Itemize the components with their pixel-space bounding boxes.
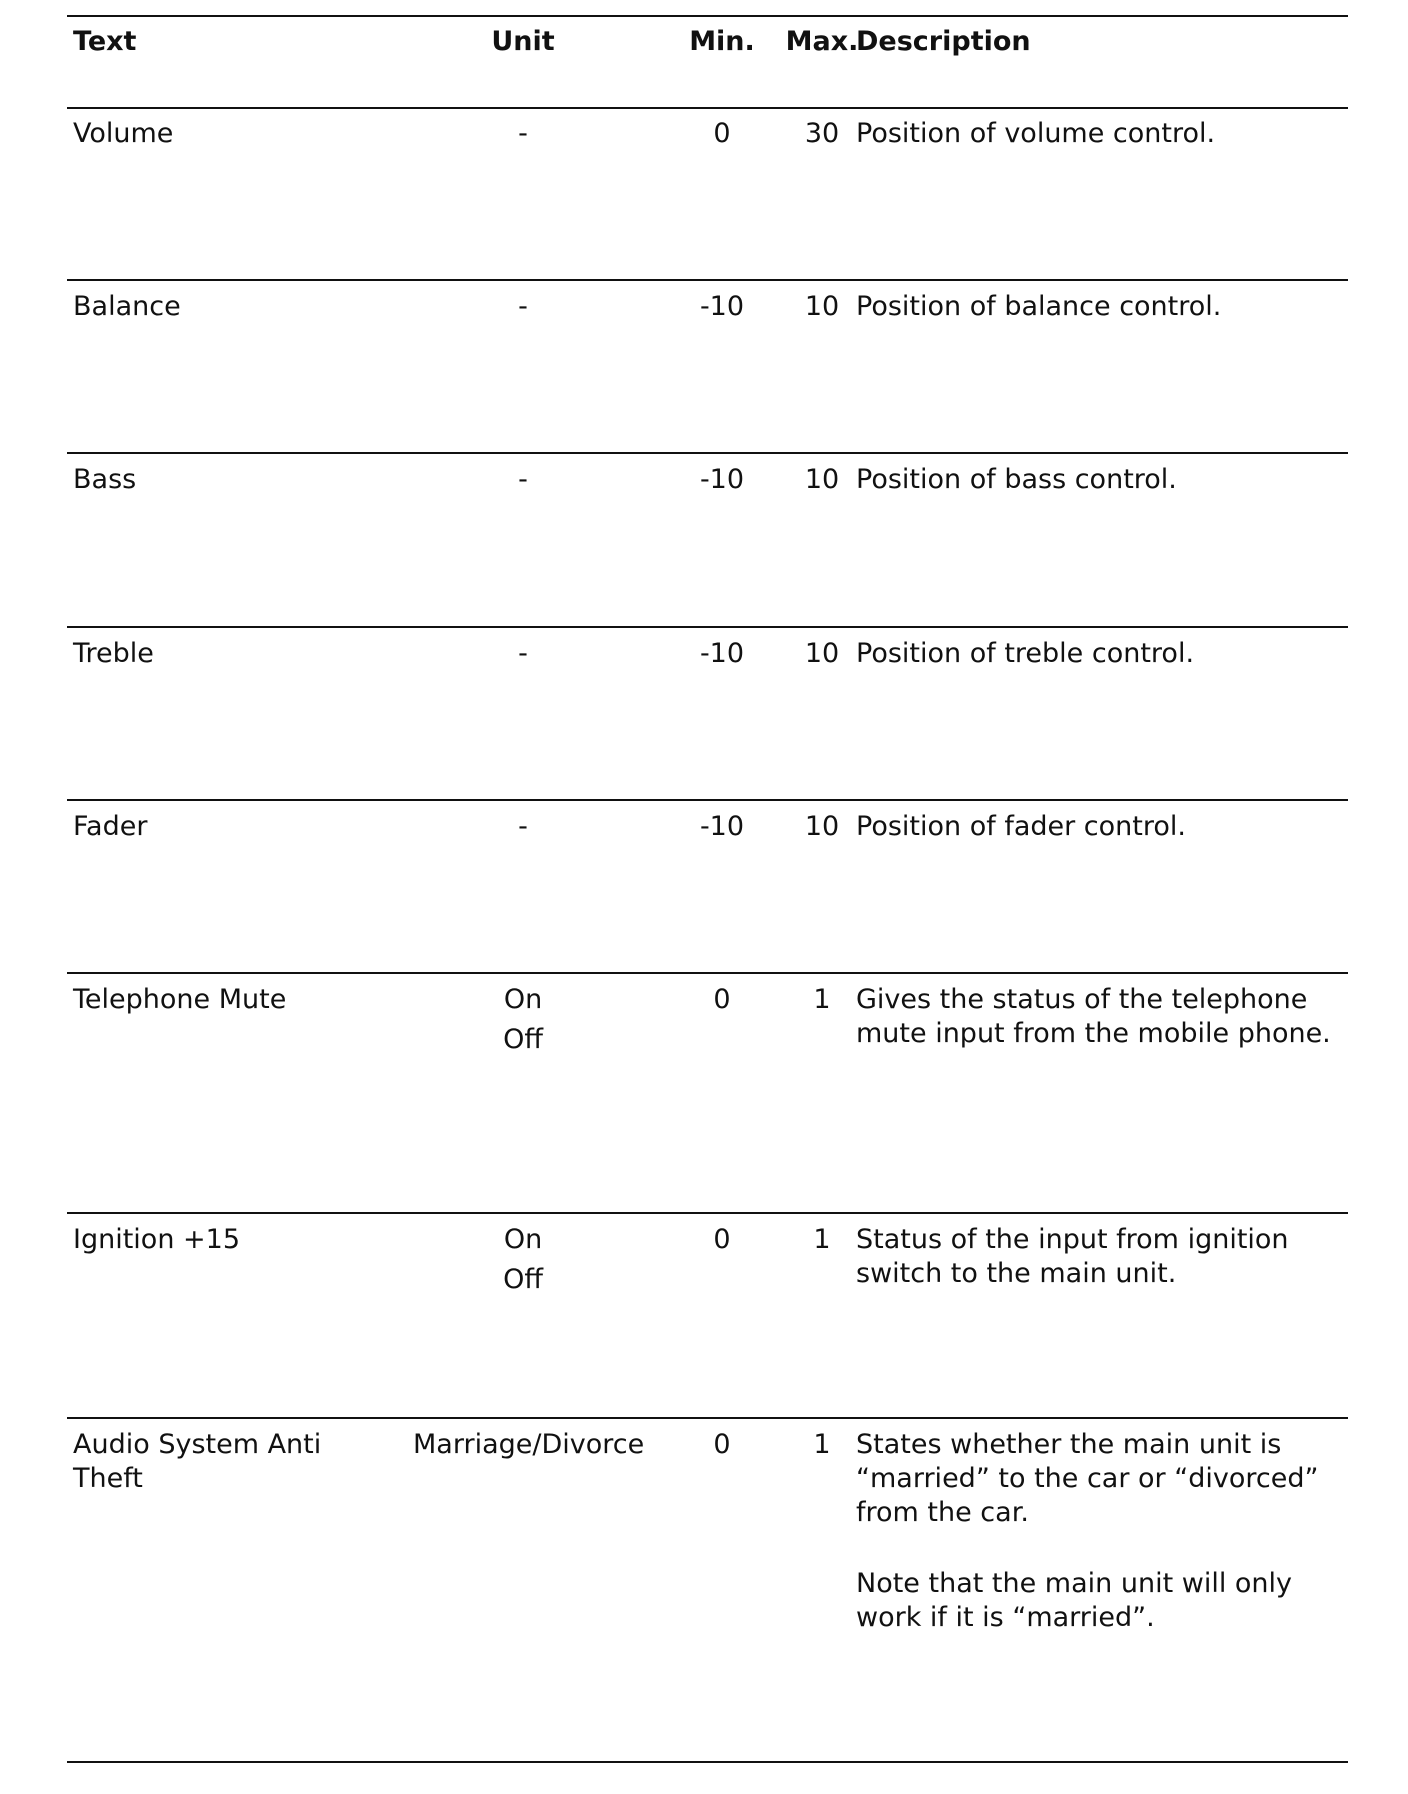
- row-max: 1: [813, 1429, 831, 1460]
- unit-value: -: [518, 638, 528, 669]
- table-bottom-rule: [67, 1761, 1348, 1763]
- row-divider: [67, 279, 1348, 281]
- unit-value: -: [518, 811, 528, 842]
- row-description: [856, 637, 1344, 671]
- row-min: -10: [699, 291, 745, 322]
- row-text: Audio System Anti Theft: [73, 1429, 322, 1494]
- row-max: 30: [804, 118, 840, 149]
- row-min: -10: [699, 464, 745, 495]
- header-unit: Unit: [491, 26, 555, 57]
- description-paragraph: Gives the status of the telephone mute input from the mobile phone.: [856, 984, 1331, 1049]
- header-bottom-rule: [67, 107, 1348, 109]
- row-max: 10: [804, 638, 840, 669]
- header-description: Description: [856, 26, 1031, 57]
- unit-value: On: [503, 984, 543, 1015]
- unit-value: -: [518, 464, 528, 495]
- header-min: Min.: [689, 26, 755, 57]
- row-unit: [413, 810, 633, 844]
- description-paragraph: Note that the main unit will only work if it is “married”.: [856, 1568, 1293, 1633]
- description-paragraph: Position of treble control.: [856, 638, 1195, 669]
- row-unit: [413, 637, 633, 671]
- unit-value: -: [518, 291, 528, 322]
- row-divider: [67, 799, 1348, 801]
- row-max: 10: [804, 811, 840, 842]
- description-paragraph: States whether the main unit is “married” to the car or “divorced” from the car.: [856, 1429, 1319, 1528]
- row-description: [856, 1223, 1344, 1291]
- unit-value: On: [503, 1224, 543, 1255]
- row-description: [856, 1428, 1344, 1635]
- row-unit: [413, 290, 633, 324]
- row-min: 0: [713, 984, 731, 1015]
- description-paragraph: Position of bass control.: [856, 464, 1177, 495]
- row-min: -10: [699, 811, 745, 842]
- row-max: 10: [804, 291, 840, 322]
- unit-value: -: [518, 118, 528, 149]
- row-max: 1: [813, 984, 831, 1015]
- unit-value: Off: [503, 1024, 543, 1055]
- unit-value: Off: [503, 1264, 543, 1295]
- row-divider: [67, 626, 1348, 628]
- row-divider: [67, 972, 1348, 974]
- row-min: 0: [713, 1224, 731, 1255]
- header-text: Text: [73, 26, 137, 57]
- unit-value: Marriage/Divorce: [413, 1429, 645, 1460]
- row-min: -10: [699, 638, 745, 669]
- row-divider: [67, 452, 1348, 454]
- row-max: 1: [813, 1224, 831, 1255]
- row-divider: [67, 1417, 1348, 1419]
- row-min: 0: [713, 1429, 731, 1460]
- row-text: Volume: [73, 118, 174, 149]
- row-text: Treble: [73, 638, 154, 669]
- description-paragraph: Position of volume control.: [856, 118, 1216, 149]
- row-description: [856, 983, 1344, 1051]
- row-text: Telephone Mute: [73, 984, 287, 1015]
- row-description: [856, 117, 1344, 151]
- description-paragraph: Position of balance control.: [856, 291, 1222, 322]
- row-text: Bass: [73, 464, 137, 495]
- row-unit: [413, 117, 633, 151]
- row-text: Balance: [73, 291, 181, 322]
- row-min: 0: [713, 118, 731, 149]
- row-text: Ignition +15: [73, 1224, 240, 1255]
- row-unit: [413, 1223, 633, 1297]
- row-divider: [67, 1212, 1348, 1214]
- description-paragraph: Position of fader control.: [856, 811, 1186, 842]
- header-max: Max.: [785, 26, 859, 57]
- row-description: [856, 290, 1344, 324]
- row-description: [856, 463, 1344, 497]
- row-unit: [413, 463, 633, 497]
- row-max: 10: [804, 464, 840, 495]
- row-text: Fader: [73, 811, 148, 842]
- table-top-rule: [67, 15, 1348, 17]
- row-unit: [413, 983, 633, 1057]
- description-paragraph: Status of the input from ignition switch to the main unit.: [856, 1224, 1289, 1289]
- row-description: [856, 810, 1344, 844]
- row-unit: [413, 1428, 645, 1462]
